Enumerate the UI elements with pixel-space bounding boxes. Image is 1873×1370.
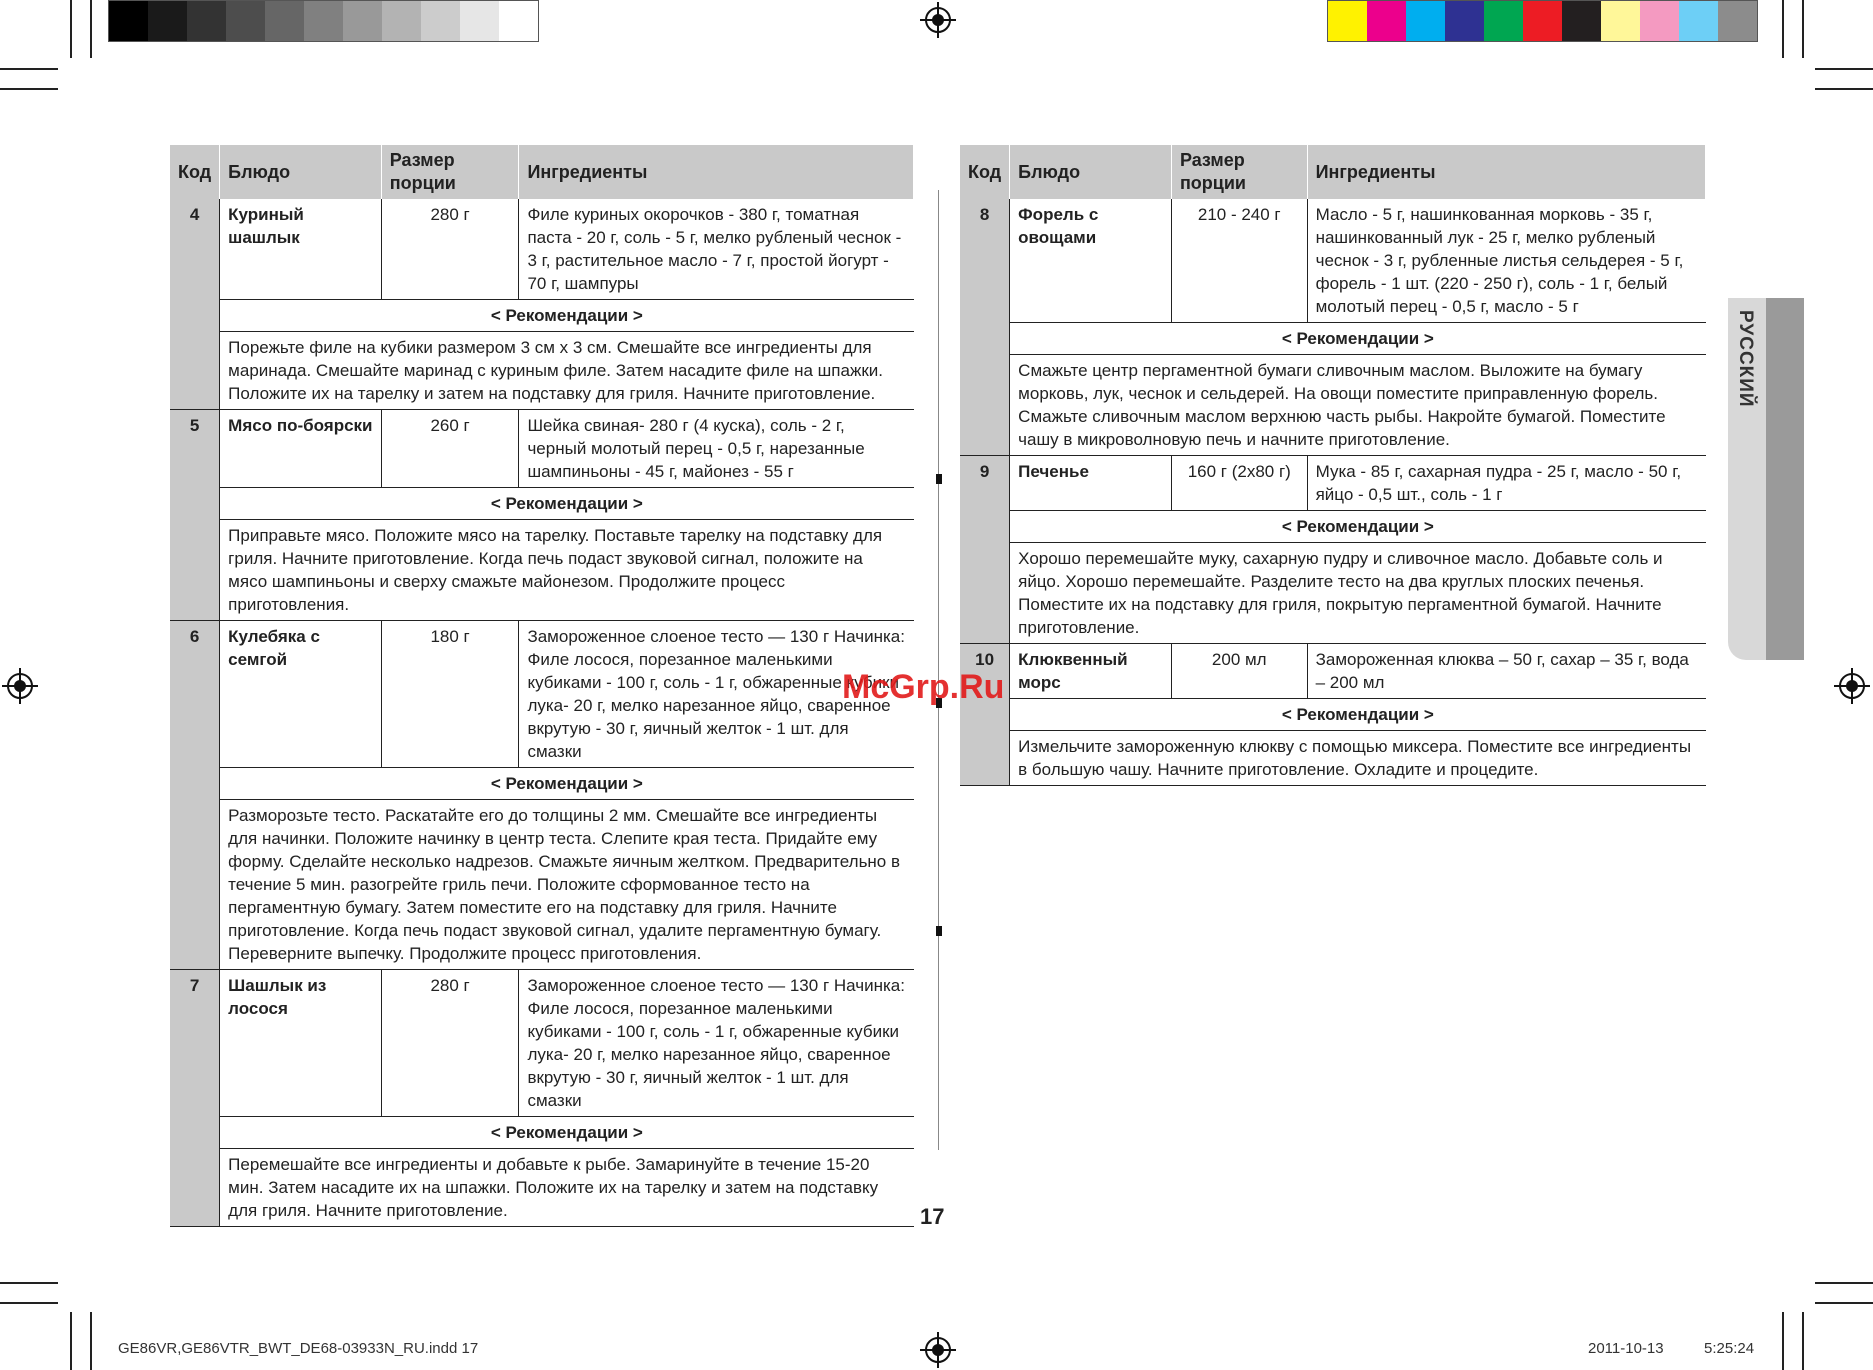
recommendation-label: < Рекомендации > — [220, 768, 914, 800]
recommendation-label: < Рекомендации > — [220, 488, 914, 520]
color-swatch — [421, 1, 460, 41]
recipe-dish: Куриный шашлык — [220, 199, 382, 300]
recommendation-header-row — [960, 511, 1706, 543]
page-number: 17 — [920, 1204, 945, 1229]
color-swatch — [1367, 1, 1406, 41]
color-swatch — [1523, 1, 1562, 41]
recipe-ingredients: Шейка свиная- 280 г (4 куска), соль - 2 г, черный молотый перец - 0,5 г, нарезанные шампиньоны - 45 г, майонез - 55 г — [519, 410, 914, 488]
recommendation-text: Разморозьте тесто. Раскатайте его до толщины 2 мм. Смешайте все ингредиенты для начинки. Положите начинку в центр теста. Слепите края теста. Придайте ему форму. Сделайте несколько надрезов. Смажьте яичным желтком. Предварительно в течение 5 мин. разогрейте гриль печи. Положите сформованное тесто на пергаментную бумагу. Затем поместите его на подставку для гриля. Начните приготовление. Когда печь подаст звуковой сигнал, удалите пергаментную бумагу. Переверните выпечку. Продолжите процесс приготовления. — [220, 800, 914, 970]
color-swatch — [265, 1, 304, 41]
recipe-portion: 280 г — [381, 199, 519, 300]
recipe-portion: 280 г — [381, 970, 519, 1117]
color-swatch — [1601, 1, 1640, 41]
recipe-code: 9 — [960, 456, 1010, 644]
crop-mark — [0, 1302, 58, 1304]
crop-mark — [1802, 1312, 1804, 1370]
color-swatch — [1328, 1, 1367, 41]
registration-mark-icon — [1834, 668, 1870, 704]
recipe-dish: Кулебяка с семгой — [220, 621, 382, 768]
header-code: Код — [960, 145, 1010, 199]
recommendation-label: < Рекомендации > — [1010, 323, 1706, 355]
recipe-table-left — [170, 145, 914, 1227]
recipe-portion: 260 г — [381, 410, 519, 488]
color-swatch-bar — [1327, 0, 1758, 42]
watermark: McGrp.Ru — [842, 668, 1005, 706]
recommendation-row — [960, 355, 1706, 456]
recipe-ingredients: Масло - 5 г, нашинкованная морковь - 35 г, нашинкованный лук - 25 г, мелко рубленый чеснок - 3 г, рубленные листья сельдерея - 5 г, форель - 1 шт. (220 - 250 г), соль - 1 г, белый молотый перец - 0,5 г, масло - 5 г — [1307, 199, 1705, 323]
recipe-dish: Шашлык из лосося — [220, 970, 382, 1117]
recipe-code: 10 — [960, 644, 1010, 786]
footer-date: 2011-10-13 — [1588, 1340, 1664, 1357]
recipe-row — [960, 199, 1706, 323]
crop-mark — [0, 88, 58, 90]
column-marker — [936, 474, 942, 484]
recipe-code: 5 — [170, 410, 220, 621]
crop-mark — [90, 0, 92, 58]
recipe-ingredients: Филе куриных окорочков - 380 г, томатная паста - 20 г, соль - 5 г, мелко рубленый чеснок - 3 г, растительное масло - 7 г, простой йогурт - 70 г, шампуры — [519, 199, 914, 300]
color-swatch — [1562, 1, 1601, 41]
language-tab-label: РУССКИЙ — [1735, 310, 1756, 408]
color-swatch — [226, 1, 265, 41]
recipe-row — [960, 456, 1706, 511]
recipe-dish: Печенье — [1010, 456, 1172, 511]
recommendation-header-row — [170, 768, 914, 800]
color-swatch — [304, 1, 343, 41]
recipe-row — [170, 199, 914, 300]
recipe-portion: 210 - 240 г — [1171, 199, 1307, 323]
recipe-code: 8 — [960, 199, 1010, 456]
color-swatch — [109, 1, 148, 41]
recommendation-label: < Рекомендации > — [1010, 699, 1706, 731]
color-swatch — [460, 1, 499, 41]
recipe-dish: Форель с овощами — [1010, 199, 1172, 323]
recipe-row — [170, 621, 914, 768]
recommendation-text: Хорошо перемешайте муку, сахарную пудру и сливочное масло. Добавьте соль и яйцо. Хорошо перемешайте. Разделите тесто на два круглых плоских печенья. Поместите их на подставку для гриля, покрытую пергаментной бумагой. Начните приготовление. — [1010, 543, 1706, 644]
recipe-code: 4 — [170, 199, 220, 410]
recommendation-header-row — [170, 300, 914, 332]
header-ingredients: Ингредиенты — [1307, 145, 1705, 199]
recommendation-header-row — [960, 323, 1706, 355]
header-dish: Блюдо — [1010, 145, 1172, 199]
recommendation-row — [960, 731, 1706, 786]
header-portion: Размер порции — [381, 145, 519, 199]
crop-mark — [1815, 68, 1873, 70]
recommendation-text: Перемешайте все ингредиенты и добавьте к рыбе. Замаринуйте в течение 15-20 мин. Затем насадите их на шпажки. Положите их на тарелку и затем на подставку для гриля. Начните приготовление. — [220, 1149, 914, 1227]
recommendation-text: Порежьте филе на кубики размером 3 см х 3 см. Смешайте все ингредиенты для маринада. Смешайте маринад с куриным филе. Затем насадите филе на шпажки. Положите их на тарелку и затем на подставку для гриля. Начните приготовление. — [220, 332, 914, 410]
recipe-row — [170, 410, 914, 488]
recommendation-header-row — [960, 699, 1706, 731]
recommendation-row — [960, 543, 1706, 644]
crop-mark — [70, 1312, 72, 1370]
recommendation-row — [170, 1149, 914, 1227]
recipe-portion: 180 г — [381, 621, 519, 768]
recipe-ingredients: Замороженное слоеное тесто — 130 г Начинка: Филе лосося, порезанное маленькими кубиками - 100 г, соль - 1 г, обжаренные кубики лука- 20 г, мелко нарезанное яйцо, сваренное вкрутую - 30 г, яичный желток - 1 шт. для смазки — [519, 970, 914, 1117]
color-swatch — [1640, 1, 1679, 41]
recommendation-label: < Рекомендации > — [1010, 511, 1706, 543]
crop-mark — [0, 1282, 58, 1284]
color-swatch — [1445, 1, 1484, 41]
color-swatch — [343, 1, 382, 41]
header-ingredients: Ингредиенты — [519, 145, 914, 199]
recommendation-row — [170, 520, 914, 621]
grayscale-swatch-bar — [108, 0, 539, 42]
crop-mark — [0, 68, 58, 70]
crop-mark — [1815, 1282, 1873, 1284]
registration-mark-icon — [920, 2, 956, 38]
recipe-ingredients: Замороженная клюква – 50 г, сахар – 35 г, вода – 200 мл — [1307, 644, 1705, 699]
recommendation-row — [170, 332, 914, 410]
color-swatch — [1718, 1, 1757, 41]
footer-file-name: GE86VR,GE86VTR_BWT_DE68-03933N_RU.indd 17 — [118, 1340, 479, 1357]
recommendation-label: < Рекомендации > — [220, 1117, 914, 1149]
header-code: Код — [170, 145, 220, 199]
recipe-ingredients: Мука - 85 г, сахарная пудра - 25 г, масло - 50 г, яйцо - 0,5 шт., соль - 1 г — [1307, 456, 1705, 511]
color-swatch — [187, 1, 226, 41]
recommendation-header-row — [170, 1117, 914, 1149]
color-swatch — [382, 1, 421, 41]
recipe-dish: Клюквенный морс — [1010, 644, 1172, 699]
recipe-row — [170, 970, 914, 1117]
recipe-code: 6 — [170, 621, 220, 970]
header-dish: Блюдо — [220, 145, 382, 199]
recipe-row — [960, 644, 1706, 699]
recommendation-header-row — [170, 488, 914, 520]
recommendation-text: Приправьте мясо. Положите мясо на тарелку. Поставьте тарелку на подставку для гриля. Начните приготовление. Когда печь подаст звуковой сигнал, положите на мясо шампиньоны и сверху смажьте майонезом. Продолжите процесс приготовления. — [220, 520, 914, 621]
registration-mark-icon — [2, 668, 38, 704]
recommendation-text: Смажьте центр пергаментной бумаги сливочным маслом. Выложите на бумагу морковь, лук, чеснок и сельдерей. На овощи поместите приправленную форель. Смажьте сливочным маслом верхнюю часть рыбы. Накройте бумагой. Поместите чашу в микроволновую печь и начните приготовление. — [1010, 355, 1706, 456]
color-swatch — [148, 1, 187, 41]
crop-mark — [1782, 0, 1784, 58]
recipe-dish: Мясо по-боярски — [220, 410, 382, 488]
recipe-code: 7 — [170, 970, 220, 1227]
color-swatch — [499, 1, 538, 41]
recipe-ingredients: Замороженное слоеное тесто — 130 г Начинка: Филе лосося, порезанное маленькими кубиками - 100 г, соль - 1 г, обжаренные кубики лука- 20 г, мелко нарезанное яйцо, сваренное вкрутую - 30 г, яичный желток - 1 шт. для смазки — [519, 621, 914, 768]
recommendation-text: Измельчите замороженную клюкву с помощью миксера. Поместите все ингредиенты в большую чашу. Начните приготовление. Охладите и процедите. — [1010, 731, 1706, 786]
registration-mark-icon — [920, 1332, 956, 1368]
crop-mark — [90, 1312, 92, 1370]
header-portion: Размер порции — [1171, 145, 1307, 199]
color-swatch — [1406, 1, 1445, 41]
recipe-portion: 160 г (2х80 г) — [1171, 456, 1307, 511]
crop-mark — [1802, 0, 1804, 58]
recommendation-label: < Рекомендации > — [220, 300, 914, 332]
crop-mark — [1815, 88, 1873, 90]
crop-mark — [1815, 1302, 1873, 1304]
column-marker — [936, 926, 942, 936]
color-swatch — [1484, 1, 1523, 41]
crop-mark — [70, 0, 72, 58]
recipe-table-right — [960, 145, 1706, 786]
footer-time: 5:25:24 — [1704, 1340, 1755, 1357]
color-swatch — [1679, 1, 1718, 41]
recipe-portion: 200 мл — [1171, 644, 1307, 699]
crop-mark — [1782, 1312, 1784, 1370]
recommendation-row — [170, 800, 914, 970]
